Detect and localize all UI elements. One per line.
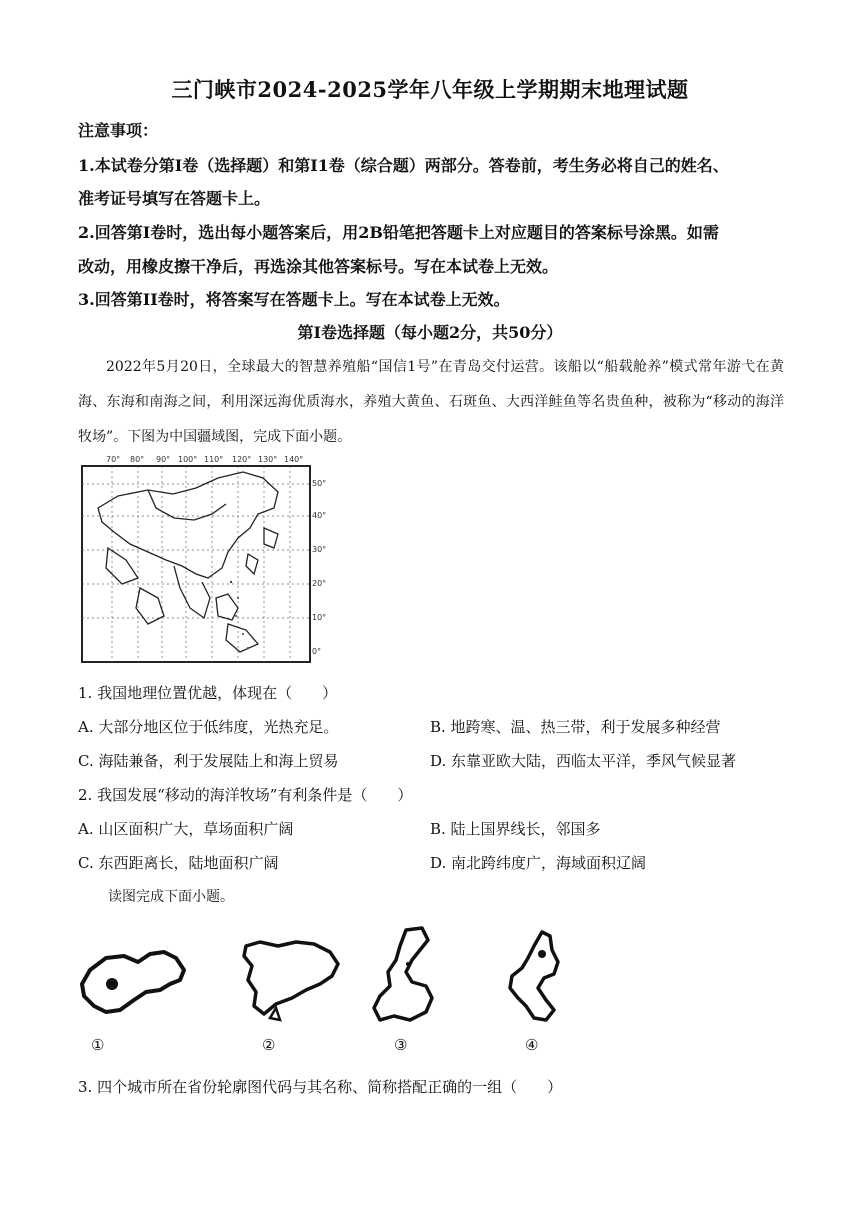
question-2-option-b[interactable]: B. 陆上国界线长，邻国多	[430, 820, 601, 838]
lon-label: 140°	[284, 455, 304, 464]
province-label-1: ①	[91, 1036, 105, 1054]
question-1-option-a[interactable]: A. 大部分地区位于低纬度，光热充足。	[78, 718, 339, 736]
notice-item: 1.本试卷分第I卷（选择题）和第I1卷（综合题）两部分。答卷前，考生务必将自己的姓名、	[78, 156, 729, 175]
province-label-2: ②	[262, 1036, 276, 1054]
china-territory-map	[78, 448, 327, 670]
lon-label: 120°	[232, 455, 252, 464]
province-outline-2	[236, 934, 346, 1024]
section-title: 第I卷选择题（每小题2分，共50分）	[297, 323, 563, 342]
province-outline-4	[498, 924, 574, 1028]
question-2-option-d[interactable]: D. 南北跨纬度广，海域面积辽阔	[430, 854, 647, 872]
lon-label: 100°	[178, 455, 198, 464]
lat-label: 20°	[312, 579, 327, 588]
province-label-3: ③	[394, 1036, 408, 1054]
province-label-4: ④	[525, 1036, 539, 1054]
map-figure	[78, 448, 327, 670]
question-1-option-b[interactable]: B. 地跨寒、温、热三带，利于发展多种经营	[430, 718, 721, 736]
lat-label: 40°	[312, 511, 327, 520]
notice-item: 2.回答第I卷时，选出每小题答案后，用2B铅笔把答题卡上对应题目的答案标号涂黑。如需	[78, 223, 719, 242]
notice-item: 准考证号填写在答题卡上。	[78, 189, 271, 208]
notice-item: 改动，用橡皮擦干净后，再选涂其他答案标号。写在本试卷上无效。	[78, 257, 559, 276]
question-1-option-d[interactable]: D. 东靠亚欧大陆，西临太平洋，季风气候显著	[430, 752, 737, 770]
question-1-option-c[interactable]: C. 海陆兼备，利于发展陆上和海上贸易	[78, 752, 339, 770]
lat-label: 50°	[312, 479, 327, 488]
question-2-stem: 2. 我国发展“移动的海洋牧场”有利条件是（ ）	[78, 786, 413, 804]
reading-passage: 2022年5月20日，全球最大的智慧养殖船“国信1号”在青岛交付运营。该船以“船载舱养”模式常年游弋在黄海、东海和南海之间，利用深远海优质海水，养殖大黄鱼、石斑鱼、大西洋鲑鱼等名贵鱼种，被称为“移动的海洋牧场”。下图为中国疆域图，完成下面小题。	[78, 359, 784, 445]
question-2-option-a[interactable]: A. 山区面积广大，草场面积广阔	[78, 820, 294, 838]
notice-heading: 注意事项：	[78, 121, 159, 140]
question-3-stem: 3. 四个城市所在省份轮廓图代码与其名称、简称搭配正确的一组（ ）	[78, 1078, 563, 1096]
question-2-option-c[interactable]: C. 东西距离长，陆地面积广阔	[78, 854, 279, 872]
lon-label: 70°	[106, 455, 121, 464]
notice-item: 3.回答第II卷时，将答案写在答题卡上。写在本试卷上无效。	[78, 290, 510, 309]
lat-label: 0°	[312, 647, 322, 656]
lon-label: 130°	[258, 455, 278, 464]
lat-label: 10°	[312, 613, 327, 622]
province-outline-3	[366, 924, 442, 1024]
exam-title: 三门峡市2024-2025学年八年级上学期期末地理试题	[171, 77, 689, 102]
read-map-instruction: 读图完成下面小题。	[108, 889, 234, 905]
question-1-stem: 1. 我国地理位置优越，体现在（ ）	[78, 684, 338, 702]
lon-label: 80°	[130, 455, 145, 464]
lon-label: 90°	[156, 455, 171, 464]
lon-label: 110°	[204, 455, 224, 464]
lat-label: 30°	[312, 545, 327, 554]
province-outline-1	[76, 940, 194, 1020]
